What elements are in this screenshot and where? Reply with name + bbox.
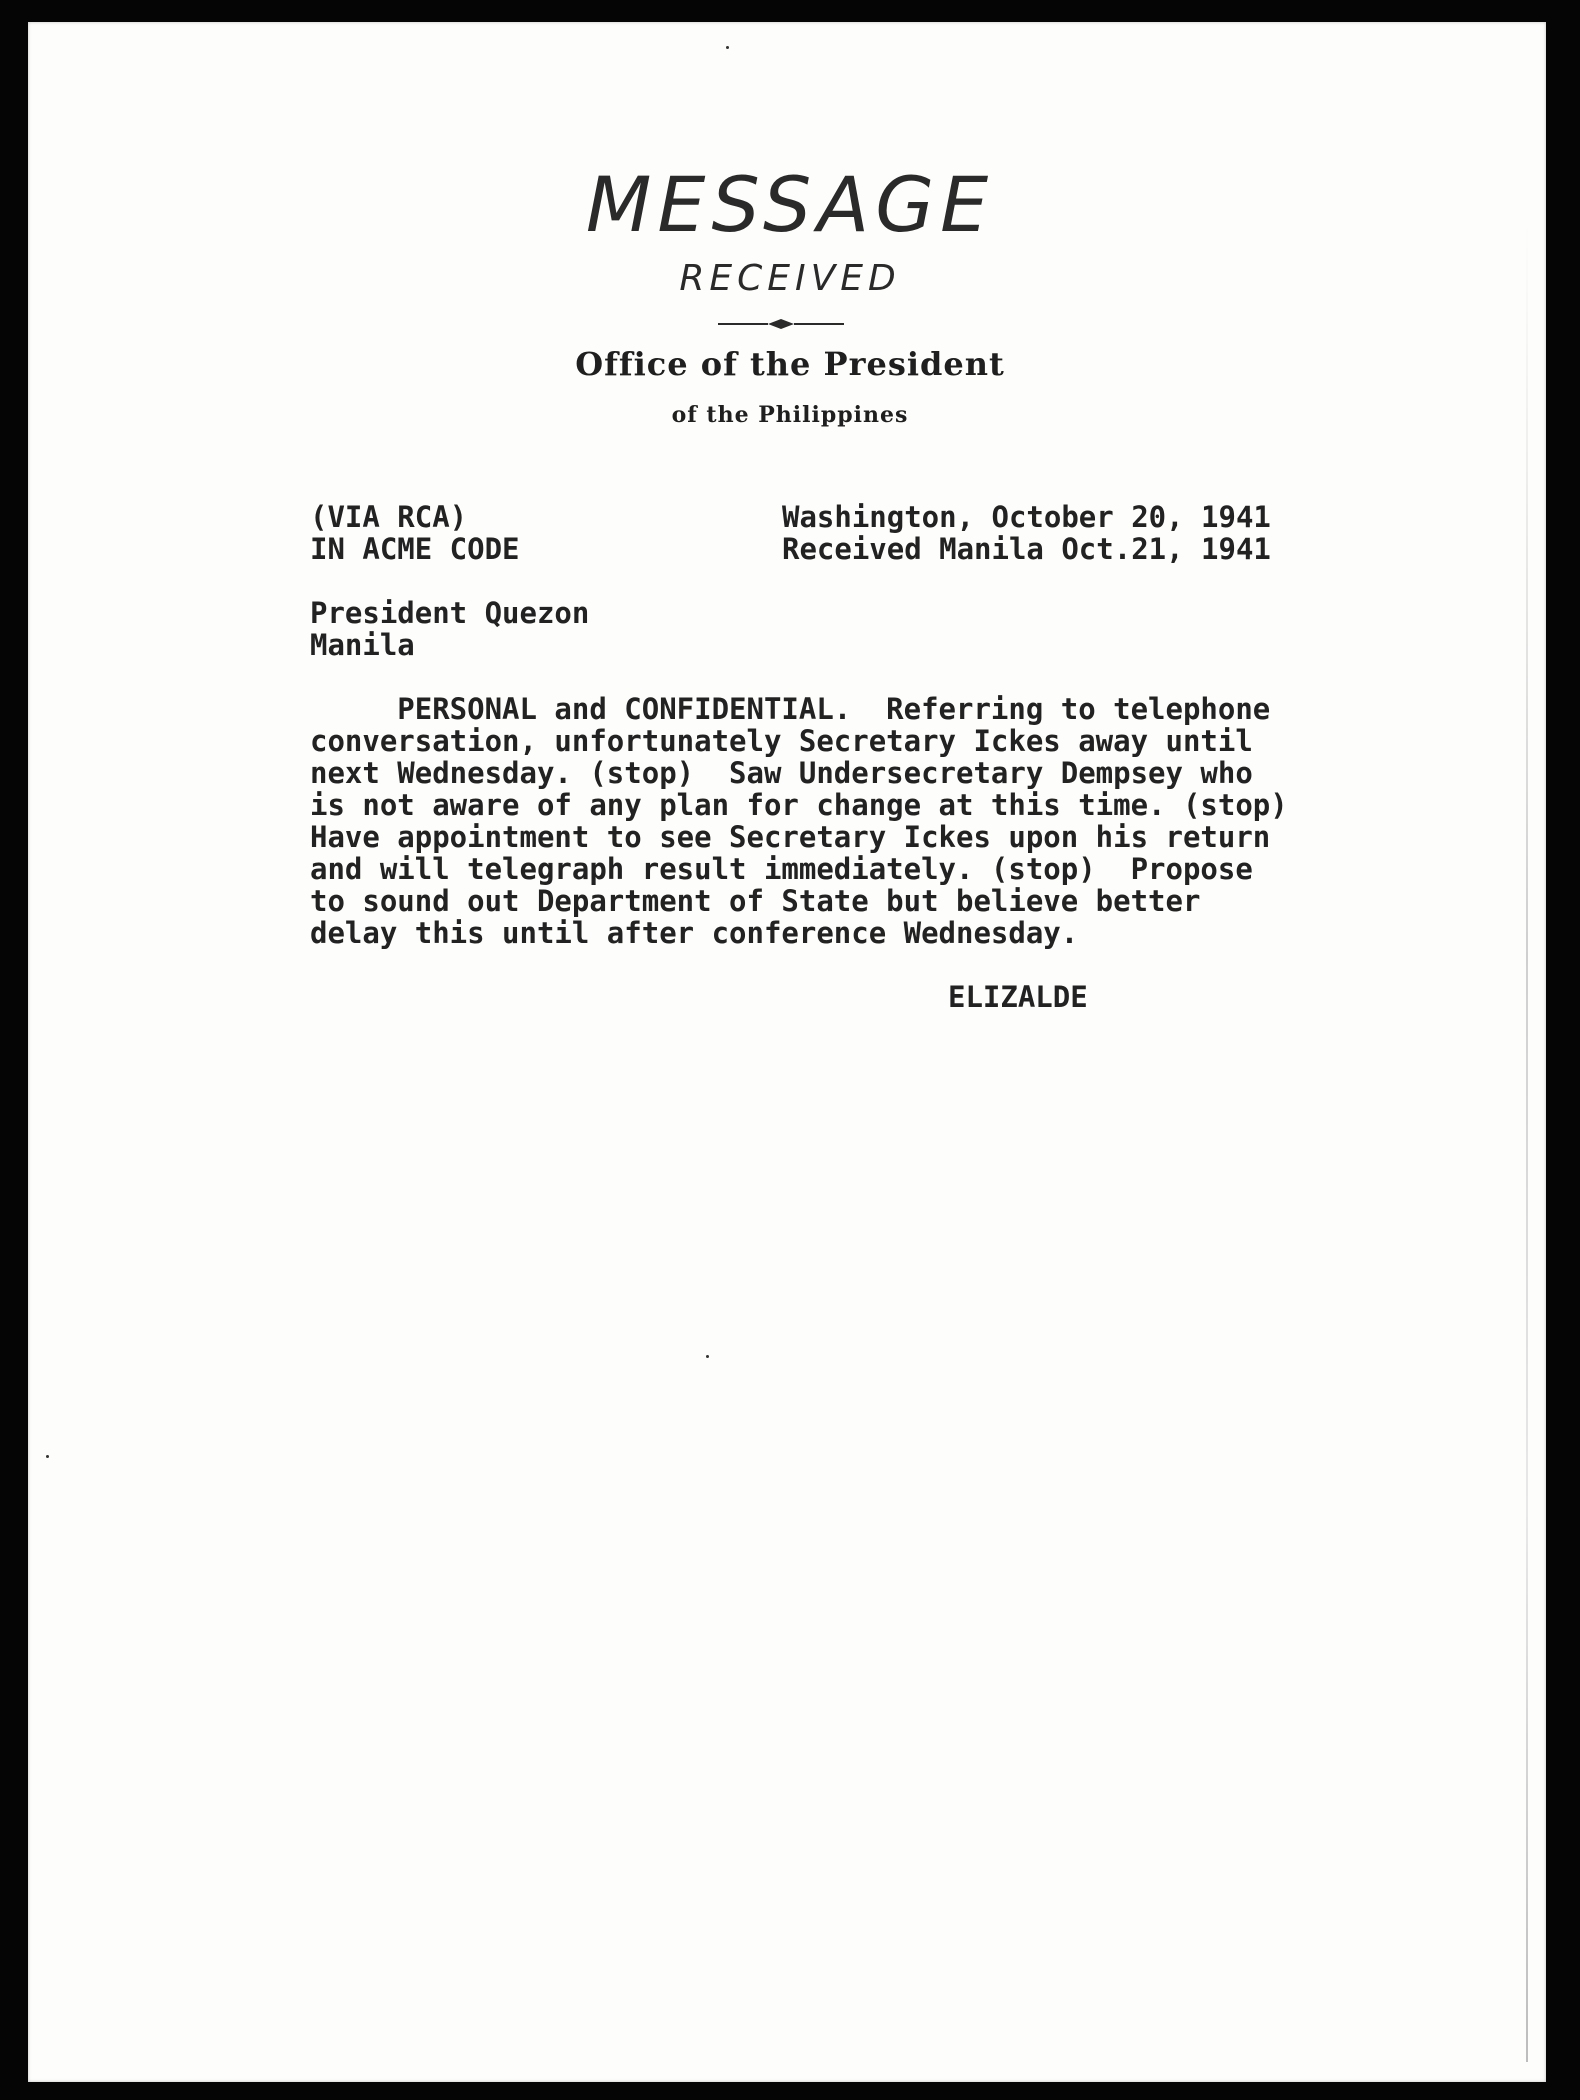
paper-speck	[706, 1355, 709, 1358]
letterhead-title: MESSAGE	[585, 160, 995, 249]
paper-edge-shadow	[1526, 222, 1528, 2062]
office-name-line2: of the Philippines	[671, 402, 909, 428]
body-line: Have appointment to see Secretary Ickes upon his return	[310, 820, 1271, 854]
via-line: (VIA RCA)	[310, 500, 468, 534]
body-line: to sound out Department of State but believe better	[310, 884, 1201, 918]
office-name-line1: Office of the President	[575, 345, 1005, 383]
body-line: PERSONAL and CONFIDENTIAL. Referring to telephone	[310, 692, 1271, 726]
code-line: IN ACME CODE	[310, 532, 520, 566]
recipient-name: President Quezon	[310, 596, 590, 630]
body-line: next Wednesday. (stop) Saw Undersecretary Dempsey who	[310, 756, 1253, 790]
signature: ELIZALDE	[948, 980, 1088, 1014]
body-line: is not aware of any plan for change at this time. (stop)	[310, 788, 1288, 822]
letterhead-subtitle: RECEIVED	[679, 258, 901, 299]
body-line: conversation, unfortunately Secretary Ickes away until	[310, 724, 1253, 758]
received-dateline: Received Manila Oct.21, 1941	[782, 532, 1271, 566]
paper-speck	[46, 1455, 49, 1458]
recipient-city: Manila	[310, 628, 415, 662]
body-line: and will telegraph result immediately. (stop) Propose	[310, 852, 1253, 886]
sent-dateline: Washington, October 20, 1941	[782, 500, 1271, 534]
paper-speck	[726, 46, 729, 49]
ornament-divider-icon	[718, 316, 844, 332]
body-line: delay this until after conference Wednesday.	[310, 916, 1079, 950]
